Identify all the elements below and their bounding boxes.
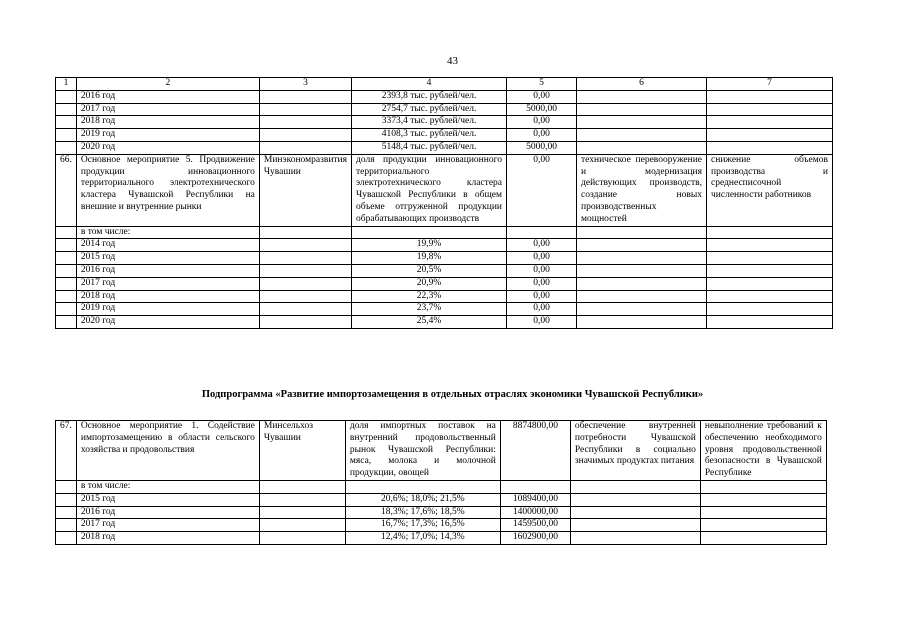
column-number: 6 — [577, 78, 707, 91]
amount-value: 0,00 — [507, 264, 577, 277]
indicator-value: 4108,3 тыс. рублей/чел. — [352, 129, 507, 142]
year-cell: 2016 год — [76, 264, 259, 277]
table-row — [56, 264, 833, 277]
year-cell: 2017 год — [76, 103, 259, 116]
table-row — [56, 532, 827, 545]
indicator-value: 2393,8 тыс. рублей/чел. — [352, 90, 507, 103]
year-cell: 2020 год — [76, 141, 259, 154]
table-row — [56, 116, 833, 129]
row-number: 66. — [56, 154, 77, 226]
table-row — [56, 129, 833, 142]
consequence: невыполнение требований к обеспечению необходимого уровня продовольственной безопасности в Чувашской Республике — [700, 421, 826, 481]
table-row — [56, 239, 833, 252]
amount-value: 1400000,00 — [500, 506, 570, 519]
year-cell: 2020 год — [76, 316, 259, 329]
indicator-value: 19,8% — [352, 252, 507, 265]
including-label: в том числе: — [76, 480, 259, 493]
indicator-value: 22,3% — [352, 290, 507, 303]
amount-value: 1459500,00 — [500, 519, 570, 532]
amount-value: 5000,00 — [507, 141, 577, 154]
amount-value: 0,00 — [507, 154, 577, 226]
amount-value: 0,00 — [507, 239, 577, 252]
year-cell: 2015 год — [76, 493, 259, 506]
row-number: 67. — [56, 421, 77, 481]
year-cell: 2014 год — [76, 239, 259, 252]
year-cell: 2017 год — [76, 277, 259, 290]
consequence: снижение объемов производства и среднесписочной численности работников — [707, 154, 833, 226]
indicator-value: 12,4%; 17,0%; 14,3% — [345, 532, 500, 545]
column-number: 5 — [507, 78, 577, 91]
page-number: 43 — [447, 55, 458, 67]
measure-row-67 — [56, 421, 827, 481]
measure-name: Основное мероприятие 5. Продвижение продукции инновационного территориального электротехнического кластера Чувашской Республики на внешние и внутренние рынки — [76, 154, 259, 226]
indicator-value: 5148,4 тыс. рублей/чел. — [352, 141, 507, 154]
column-number: 2 — [76, 78, 259, 91]
table-row — [56, 303, 833, 316]
column-number: 3 — [259, 78, 351, 91]
column-number: 1 — [56, 78, 77, 91]
amount-value: 0,00 — [507, 129, 577, 142]
table-row — [56, 316, 833, 329]
amount-value: 0,00 — [507, 290, 577, 303]
amount-value: 0,00 — [507, 303, 577, 316]
table-row — [56, 141, 833, 154]
measure-name: Основное мероприятие 1. Содействие импортозамещению в области сельского хозяйства и продовольствия — [76, 421, 259, 481]
year-cell: 2019 год — [76, 129, 259, 142]
indicator-value: 18,3%; 17,6%; 18,5% — [345, 506, 500, 519]
table-row — [56, 480, 827, 493]
amount-value: 0,00 — [507, 252, 577, 265]
amount-value: 5000,00 — [507, 103, 577, 116]
indicator-value: 16,7%; 17,3%; 16,5% — [345, 519, 500, 532]
year-cell: 2017 год — [76, 519, 259, 532]
indicator-value: 3373,4 тыс. рублей/чел. — [352, 116, 507, 129]
column-number: 4 — [352, 78, 507, 91]
table-row — [56, 290, 833, 303]
indicator-value: 20,6%; 18,0%; 21,5% — [345, 493, 500, 506]
indicator-description: доля продукции инновационного территориального электротехнического кластера Чувашской Республики в общем объеме отгруженной продукции обрабатывающих производств — [352, 154, 507, 226]
table-row — [56, 252, 833, 265]
indicator-value: 2754,7 тыс. рублей/чел. — [352, 103, 507, 116]
amount-value: 0,00 — [507, 116, 577, 129]
indicator-value: 25,4% — [352, 316, 507, 329]
expected-result: техническое перевооружение и модернизация действующих производств, создание новых производственных мощностей — [577, 154, 707, 226]
year-cell: 2016 год — [76, 90, 259, 103]
expected-result: обеспечение внутренней потребности Чувашской Республики в социально значимых продуктах питания — [570, 421, 700, 481]
amount-value: 8874800,00 — [500, 421, 570, 481]
measure-row-66 — [56, 154, 833, 226]
indicator-value: 19,9% — [352, 239, 507, 252]
including-label: в том числе: — [76, 226, 259, 239]
main-table — [55, 77, 833, 329]
subprogram-heading: Подпрограмма «Развитие импортозамещения в отдельных отраслях экономики Чувашской Республики» — [201, 389, 704, 400]
indicator-value: 20,9% — [352, 277, 507, 290]
indicator-value: 23,7% — [352, 303, 507, 316]
subprogram-table — [55, 420, 827, 545]
amount-value: 0,00 — [507, 277, 577, 290]
amount-value: 1602900,00 — [500, 532, 570, 545]
year-cell: 2015 год — [76, 252, 259, 265]
table-row — [56, 103, 833, 116]
year-cell: 2018 год — [76, 532, 259, 545]
amount-value: 0,00 — [507, 316, 577, 329]
indicator-value: 20,5% — [352, 264, 507, 277]
table-row — [56, 277, 833, 290]
table-row — [56, 90, 833, 103]
column-number: 7 — [707, 78, 833, 91]
table-row — [56, 519, 827, 532]
table-row — [56, 493, 827, 506]
table-row — [56, 226, 833, 239]
year-cell: 2018 год — [76, 116, 259, 129]
table-row — [56, 506, 827, 519]
year-cell: 2016 год — [76, 506, 259, 519]
amount-value: 0,00 — [507, 90, 577, 103]
executor: Минсельхоз Чувашии — [259, 421, 345, 481]
column-number-row — [56, 78, 833, 91]
executor: Минэкономразвития Чувашии — [259, 154, 351, 226]
year-cell: 2019 год — [76, 303, 259, 316]
year-cell: 2018 год — [76, 290, 259, 303]
amount-value: 1089400,00 — [500, 493, 570, 506]
indicator-description: доля импортных поставок на внутренний продовольственный рынок Чувашской Республики: мяса, молока и молочной продукции, овощей — [345, 421, 500, 481]
